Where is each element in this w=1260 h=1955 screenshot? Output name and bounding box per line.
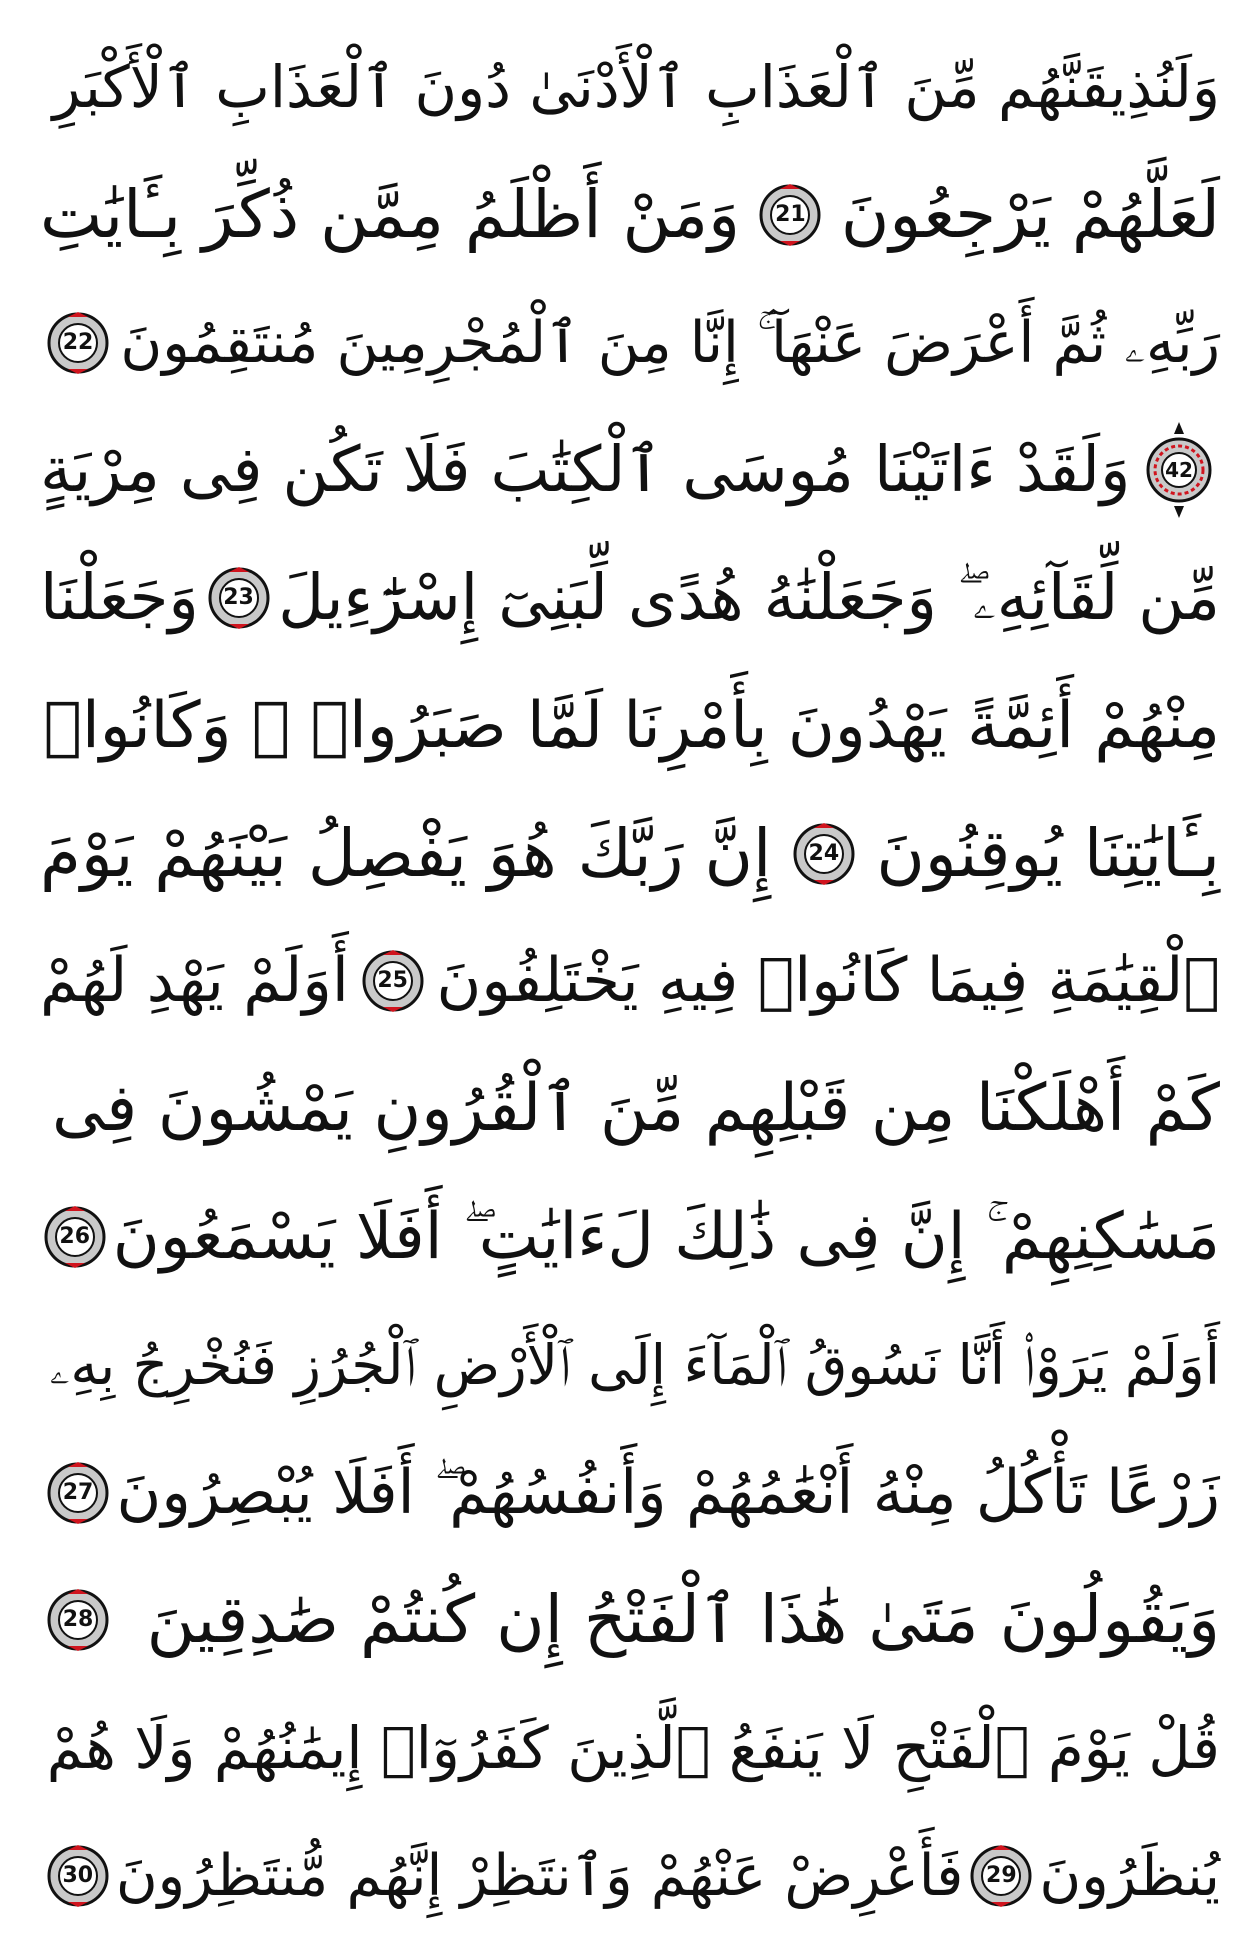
ayah-number-marker: [758, 183, 822, 247]
verse-line: [40, 284, 1220, 402]
verse-line: [40, 539, 1220, 657]
verse-text: لَعَلَّهُمْ يَرْجِعُونَ: [840, 175, 1220, 253]
sajda-ayah-marker: [1144, 420, 1214, 520]
ayah-number: 21: [775, 201, 806, 227]
verse-text: رَبِّهِۦ ثُمَّ أَعْرَضَ عَنْهَآ ۚ إِنَّا مِنَ ٱلْمُجْرِمِينَ مُنتَقِمُونَ: [120, 309, 1220, 376]
verse-line: [40, 1689, 1220, 1807]
verse-line: [40, 1817, 1220, 1935]
verse-text: يُنظَرُونَ: [1039, 1842, 1220, 1909]
verse-line: [40, 1178, 1220, 1296]
verse-line: [40, 28, 1220, 146]
ayah-number-marker: [43, 1205, 107, 1269]
ayah-number: 28: [62, 1607, 94, 1633]
ayah-number-marker: [969, 1844, 1033, 1908]
ayah-number-marker: [46, 1588, 110, 1652]
ayah-number: 30: [62, 1862, 94, 1888]
verse-line: [40, 795, 1220, 913]
verse-text: مَسَٰكِنِهِمْ ۚ إِنَّ فِى ذَٰلِكَ لَءَايَٰتٍ ۖ أَفَلَا يَسْمَعُونَ: [112, 1200, 1220, 1275]
ayah-number-marker: [46, 311, 110, 375]
ayah-number-marker: [207, 566, 271, 630]
verse-text: مِنْهُمْ أَئِمَّةً يَهْدُونَ بِأَمْرِنَا لَمَّا صَبَرُوا۟ ۖ وَكَانُوا۟: [43, 688, 1220, 763]
ayah-number-marker: [46, 1461, 110, 1525]
ayah-number: 23: [223, 585, 254, 611]
verse-line: [40, 1050, 1220, 1168]
ayah-number-marker: [792, 822, 856, 886]
verse-line: [40, 667, 1220, 785]
verse-line: [40, 1561, 1220, 1679]
verse-text: أَوَلَمْ يَرَوْا۟ أَنَّا نَسُوقُ ٱلْمَآءَ إِلَى ٱلْأَرْضِ ٱلْجُرُزِ فَنُخْرِجُ بِهِۦ: [49, 1332, 1220, 1397]
verse-text: قُلْ يَوْمَ ٱلْفَتْحِ لَا يَنفَعُ ٱلَّذِينَ كَفَرُوٓا۟ إِيمَٰنُهُمْ وَلَا هُمْ: [46, 1714, 1220, 1783]
ayah-number: 22: [62, 329, 94, 355]
ayah-number: 27: [62, 1479, 94, 1505]
verse-text: إِنَّ رَبَّكَ هُوَ يَفْصِلُ بَيْنَهُمْ يَوْمَ: [40, 814, 772, 892]
verse-text: وَلَنُذِيقَنَّهُم مِّنَ ٱلْعَذَابِ ٱلْأَدْنَىٰ دُونَ ٱلْعَذَابِ ٱلْأَكْبَرِ: [52, 53, 1220, 121]
verse-line: [40, 411, 1220, 529]
verse-text: بِـَٔايَٰتِنَا يُوقِنُونَ: [876, 814, 1220, 892]
verse-text: وَمَنْ أَظْلَمُ مِمَّن ذُكِّرَ بِـَٔايَٰتِ: [40, 175, 740, 253]
verse-text: ٱلْقِيَٰمَةِ فِيمَا كَانُوا۟ فِيهِ يَخْتَلِفُونَ: [436, 945, 1220, 1017]
ayah-number: 25: [377, 968, 408, 994]
verse-text: وَلَقَدْ ءَاتَيْنَا مُوسَى ٱلْكِتَٰبَ فَلَا تَكُن فِى مِرْيَةٍ: [40, 433, 1131, 507]
ayah-number: 42: [1165, 458, 1193, 483]
verse-line: [40, 1434, 1220, 1552]
ayah-number-marker: [361, 949, 425, 1013]
verse-line: [40, 922, 1220, 1040]
verse-text: أَوَلَمْ يَهْدِ لَهُمْ: [40, 945, 349, 1017]
ayah-number: 26: [59, 1224, 91, 1250]
verse-text: فَأَعْرِضْ عَنْهُمْ وَٱنتَظِرْ إِنَّهُم مُّنتَظِرُونَ: [115, 1842, 964, 1909]
verse-text: وَجَعَلْنَا: [40, 561, 199, 635]
ayah-number: 24: [808, 840, 840, 866]
verse-text: زَرْعًا تَأْكُلُ مِنْهُ أَنْعَٰمُهُمْ وَأَنفُسُهُمْ ۖ أَفَلَا يُبْصِرُونَ: [116, 1456, 1220, 1528]
verse-text: وَيَقُولُونَ مَتَىٰ هَٰذَا ٱلْفَتْحُ إِن كُنتُمْ صَٰدِقِينَ: [146, 1581, 1220, 1659]
verse-text: مِّن لِّقَآئِهِۦ ۖ وَجَعَلْنَٰهُ هُدًى لِّبَنِىٓ إِسْرَٰٓءِيلَ: [278, 561, 1220, 635]
ayah-number-marker: [46, 1844, 110, 1908]
ayah-number: 29: [986, 1862, 1017, 1888]
verse-lines: [40, 28, 1220, 1935]
verse-text: كَمْ أَهْلَكْنَا مِن قَبْلِهِم مِّنَ ٱلْقُرُونِ يَمْشُونَ فِى: [51, 1071, 1220, 1147]
verse-line: [40, 156, 1220, 274]
verse-line: [40, 1306, 1220, 1424]
